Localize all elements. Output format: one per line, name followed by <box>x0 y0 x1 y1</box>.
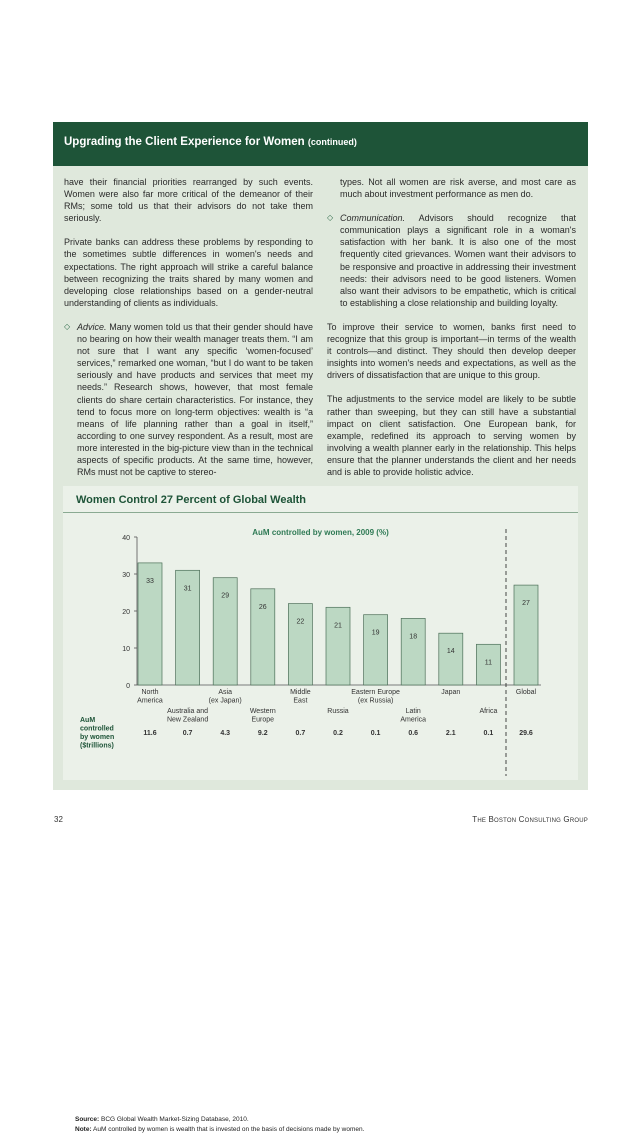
aum-value: 0.1 <box>370 730 381 737</box>
source-text: BCG Global Wealth Market-Sizing Database, 2010. <box>99 1116 249 1123</box>
box-title-suffix: (continued) <box>307 137 357 147</box>
category-label: America <box>400 716 427 724</box>
chart-subtitle: AuM controlled by women, 2009 (%) <box>252 528 389 537</box>
category-label: Japan <box>441 689 461 696</box>
publisher-text: The Boston Consulting Group <box>472 815 588 824</box>
y-tick-label: 20 <box>122 609 130 616</box>
note-text: AuM controlled by women is wealth that is invested on the basis of decisions made by women. <box>91 1126 365 1133</box>
communication-bullet <box>327 212 576 309</box>
aum-value: 0.1 <box>483 730 494 737</box>
box-title <box>64 136 357 148</box>
category-label: Australia and <box>167 708 209 715</box>
right-paragraph-4: The adjustments to the service model are likely to be subtle rather than sweeping, but they can still have a substantial impact on client satisfaction. One European bank, for example, redefined its approach to serving women by involving a wealth planner early in the relationship. This helps ensure that the planner understands the client and her needs and is able to provide holistic advice. <box>327 394 576 477</box>
category-label: (ex Russia) <box>357 697 394 705</box>
bar-value-label: 11 <box>484 659 493 667</box>
category-label: Middle <box>290 689 311 696</box>
aum-value: 29.6 <box>519 730 533 737</box>
aum-value: 9.2 <box>257 730 268 737</box>
bar-value-label: 27 <box>522 600 530 608</box>
bar-value-label: 26 <box>258 603 267 611</box>
left-column <box>64 176 313 490</box>
bar-value-label: 22 <box>296 618 305 626</box>
bar-value-label: 18 <box>409 633 418 641</box>
note-line <box>75 1125 364 1135</box>
aum-row-label: controlled <box>80 725 114 733</box>
y-tick-label: 0 <box>126 683 130 690</box>
category-label: Russia <box>327 708 349 715</box>
diamond-bullet-icon: ◇ <box>64 321 71 331</box>
bar-value-label: 33 <box>146 577 154 585</box>
bar <box>364 615 388 685</box>
bar-value-label: 29 <box>221 592 230 600</box>
bar <box>326 607 350 685</box>
diamond-bullet-icon: ◇ <box>327 213 334 223</box>
category-label: Eastern Europe <box>351 689 400 696</box>
bar-chart <box>63 486 578 750</box>
category-label: Africa <box>479 708 498 715</box>
category-label: East <box>293 697 308 705</box>
aum-value: 4.3 <box>220 730 231 737</box>
source-line <box>75 1115 364 1125</box>
aum-value: 11.6 <box>143 730 157 737</box>
right-column <box>327 176 576 490</box>
aum-row-label: AuM <box>80 717 96 724</box>
bar-value-label: 14 <box>446 648 455 656</box>
communication-text: Advisors should recognize that communication plays a significant role in a woman's satisfaction with her bank. It is also one of the most frequently cited grievances. Women want their advisors to be responsive and proactive in addressing their investment needs: their advisors need to be good listeners. Women also want their advisors to be empathetic, which is critical to establishing a close relationship and building loyalty. <box>340 213 576 308</box>
bar-value-label: 21 <box>334 622 342 630</box>
category-label: Latin <box>405 708 421 715</box>
y-tick-label: 10 <box>122 646 130 653</box>
category-label: Europe <box>251 716 275 724</box>
category-label: New Zealand <box>166 716 209 724</box>
bar-value-label: 19 <box>371 629 380 637</box>
aum-row-label: ($trillions) <box>80 742 114 750</box>
aum-value: 0.7 <box>182 730 193 737</box>
y-tick-label: 30 <box>122 572 130 579</box>
page-number: 32 <box>54 815 63 824</box>
source-note <box>75 1115 364 1135</box>
publisher-name <box>472 815 588 824</box>
box-title-text: Upgrading the Client Experience for Women <box>64 136 305 148</box>
bar <box>439 633 463 685</box>
communication-lead: Communication. <box>340 213 406 224</box>
bar-value-label: 31 <box>183 585 192 593</box>
category-label: Asia <box>218 689 233 696</box>
category-label: America <box>137 697 163 705</box>
advice-lead: Advice. <box>77 321 107 332</box>
bar <box>401 618 425 685</box>
category-label: (ex Japan) <box>208 697 242 705</box>
right-paragraph-3: To improve their service to women, banks first need to recognize that this group is important—in terms of the wealth it controls—and distinct. They should then develop deeper insights into women's needs and expectations, as well as the drivers of dissatisfaction that are unique to this group. <box>327 321 576 381</box>
continued-bullet <box>327 176 576 200</box>
aum-value: 0.7 <box>295 730 306 737</box>
advice-text: Many women told us that their gender should have no bearing on how their wealth manager treats them. “I am not sure that I want any specific ‘women-focused’ services,” remarked one woman, “but I do want to be taken seriously and have products and services that meet my needs.” Research shows, however, that most female clients do share certain characteristics. For instance, they tend to focus more on long-term objectives: wealth is “a means of life planning rather than a goal in itself,” according to one survey respondent. As a result, most are more interested in the big-picture view than in the technical aspects of specific products. At the same time, however, RMs must not be captive to stereo- <box>77 321 313 478</box>
source-label: Source: <box>75 1116 100 1123</box>
bar <box>288 604 312 685</box>
left-paragraph-2: Private banks can address these problems by responding to the sometimes subtle differences in women's needs and expectations. The right approach will strike a careful balance between recognizing the traits shared by many women and developing close relationships based on a gender-neutral understanding of clients as individuals. <box>64 237 313 308</box>
category-label: North <box>141 689 159 696</box>
aum-row-label: by women <box>80 734 115 741</box>
continued-text: types. Not all women are risk averse, and most care as much about investment performance as men do. <box>340 177 576 200</box>
category-label: Western <box>249 708 276 715</box>
left-paragraph-1: have their financial priorities rearranged by such events. Women were also far more critical of the demeanor of their RMs; some told us that their advisors do not take them seriously. <box>64 177 313 224</box>
advice-bullet <box>64 321 313 478</box>
chart-title: Women Control 27 Percent of Global Wealth <box>76 494 307 506</box>
category-label: Global <box>515 689 537 696</box>
box-header <box>53 122 588 166</box>
aum-value: 2.1 <box>445 730 456 737</box>
aum-value: 0.2 <box>333 730 343 737</box>
y-tick-label: 40 <box>122 535 130 542</box>
aum-value: 0.6 <box>408 730 419 737</box>
note-label: Note: <box>75 1126 92 1133</box>
